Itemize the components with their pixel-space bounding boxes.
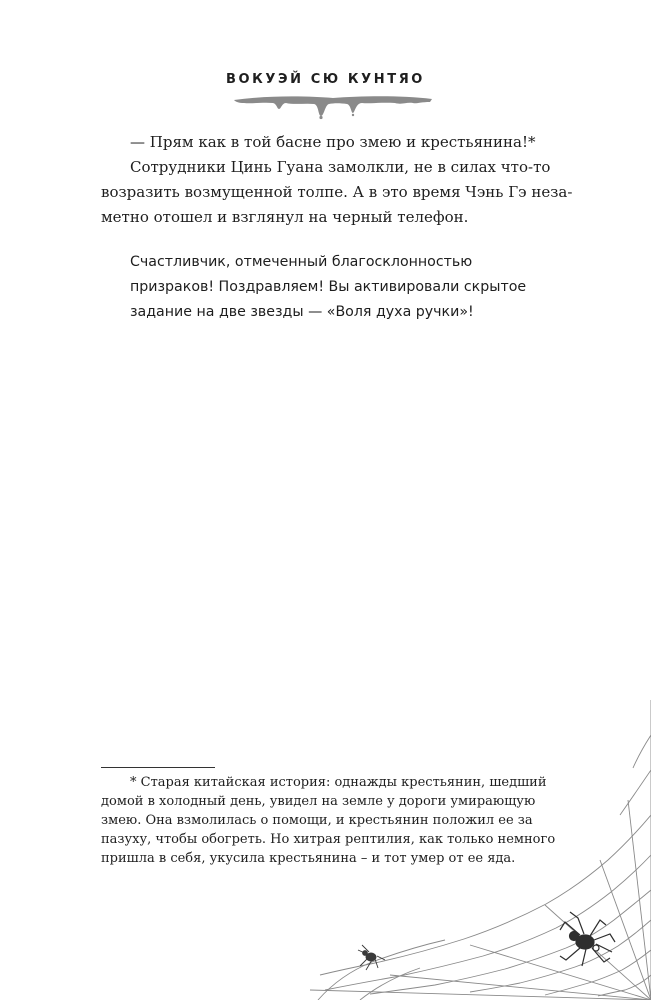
footnote: [101, 773, 585, 868]
footnote-divider: [101, 767, 215, 768]
paragraph-1: — Прям как в той басне про змею и крестьянина!*: [130, 133, 536, 151]
footnote-line-5: пришла в себя, укусила крестьянина – и тот умер от ее яда.: [101, 851, 516, 866]
paragraph-2-line-3: метно отошел и взглянул на черный телефон.: [101, 208, 469, 226]
system-message-line-2: призраков! Поздравляем! Вы активировали скрытое: [130, 279, 527, 295]
system-message-line-1: Счастливчик, отмеченный благосклонностью: [130, 254, 473, 270]
footnote-line-3: змею. Она взмолилась о помощи, и крестьянин положил ее за: [101, 813, 533, 828]
footnote-line-2: домой в холодный день, увидел на земле у дороги умирающую: [101, 794, 536, 809]
system-message-line-3: задание на две звезды — «Воля духа ручки»!: [130, 304, 474, 320]
large-spider-icon: [560, 912, 615, 966]
main-text: [101, 130, 585, 230]
footnote-line-4: пазуху, чтобы обогреть. Но хитрая рептилия, как только немного: [101, 832, 556, 847]
footnote-line-1: * Старая китайская история: однажды крестьянин, шедший: [130, 775, 547, 790]
paragraph-2-line-1: Сотрудники Цинь Гуана замолкли, не в силах что-то: [130, 158, 551, 176]
system-message: [130, 250, 590, 325]
dripping-ink-ornament-icon: [230, 92, 436, 120]
small-spider-icon: [358, 945, 385, 970]
running-header: ВОКУЭЙ СЮ КУНТЯО: [226, 72, 425, 87]
paragraph-2-line-2: возразить возмущенной толпе. А в это время Чэнь Гэ неза-: [101, 183, 573, 201]
paragraph-2: [101, 155, 585, 230]
